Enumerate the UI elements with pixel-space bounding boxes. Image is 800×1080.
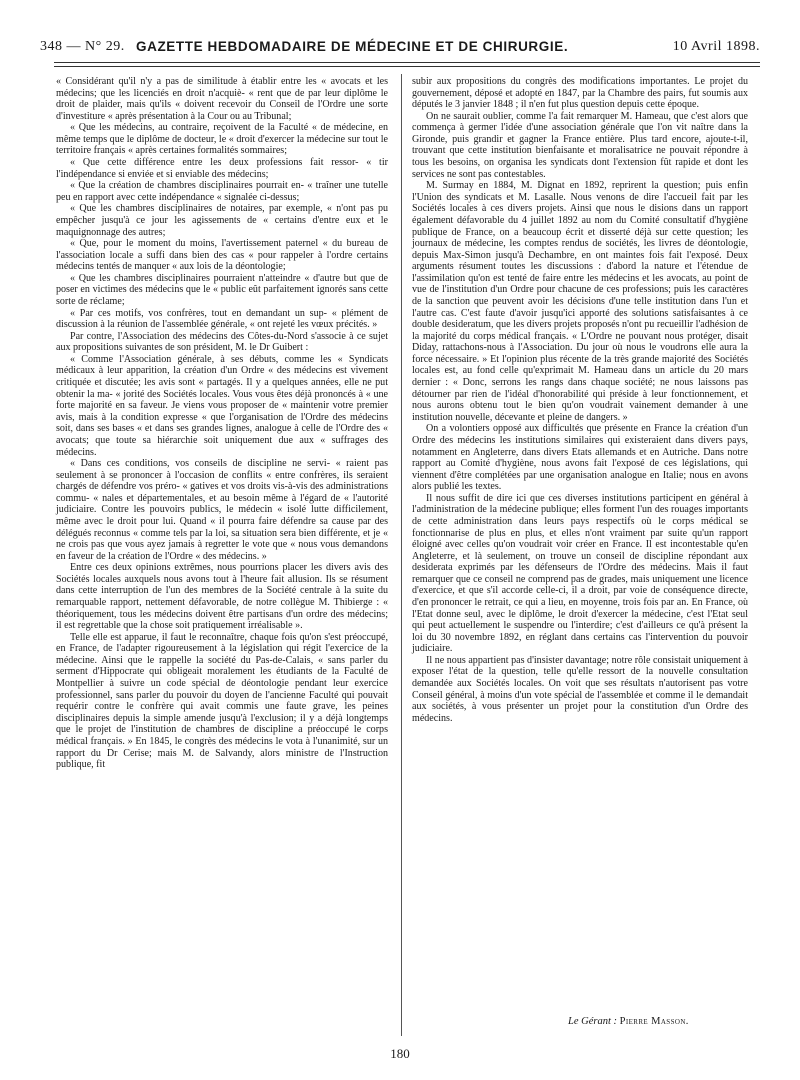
header-rule-top [54,62,760,63]
folio-number: 180 [390,1046,410,1061]
signature [568,1016,768,1027]
paragraph: « Considérant qu'il n'y a pas de similitude à établir entre les « avocats et les médecins; que les licenciés en droit n'acquiè- « rent que de par leur diplôme le droit de plaider, mais qu'ils « doivent recevoir du Conseil de l'Ordre une sorte d'investiture « après présentation à la Cour ou au Tribunal; [56,76,388,122]
left-column [56,76,388,771]
paragraph: Entre ces deux opinions extrêmes, nous pourrions placer les divers avis des Sociétés locales auxquels nous avons tout à l'heure fait allusion. Ils se résument dans cette interruption de l'un des membres de la Société centrale à la suite du remarquable rapport, nettement défavorable, de notre collègue M. Thibierge : « théoriquement, tous les médecins doivent être partisans d'un ordre des médecins; il est regrettable que la chose soit pratiquement irréalisable ». [56,562,388,632]
right-column [412,76,748,724]
paragraph: On a volontiers opposé aux difficultés que présente en France la création d'un Ordre des médecins les institutions similaires qui existeraient dans divers pays, notamment en Angleterre, dans divers Etats allemands et en Autriche. Dans notre rapport au Comité d'hygiène, nous avons fait l'exposé de ces législations, qui viennent d'être complétées par une organisation analogue en Italie; nous en avons alors publié les textes. [412,423,748,493]
paragraph: « Comme l'Association générale, à ses débuts, comme les « Syndicats médicaux à leur apparition, la création d'un Ordre « des médecins est vivement critiquée et discutée; les avis sont « partagés. Il y a quelques années, elle ne put obtenir la ma- « jorité des Sociétés locales. Vous vous êtes déjà prononcés à « une forte majorité en sa faveur. Je viens vous proposer de « maintenir votre premier avis, mais à la condition expresse « que l'organisation de l'Ordre des médecins soit, dans ses bases « et dans ses grandes lignes, analogue à celle de l'Ordre des « avocats; que toute sa hiérarchie soit uniquement due aux « suffrages des médecins. [56,353,388,458]
paragraph: Il ne nous appartient pas d'insister davantage; notre rôle consistait uniquement à exposer l'état de la question, telle qu'elle ressort de la nouvelle consultation demandée aux Sociétés locales. On voit que ses résultats n'autorisent pas votre Conseil général, à moins d'un vote spécial de l'assemblée et comme il le demandait aux sociétés, à vous présenter un projet pour la constitution d'un Ordre des médecins. [412,654,748,724]
paragraph: Par contre, l'Association des médecins des Côtes-du-Nord s'associe à ce sujet aux propositions suivantes de son président, M. le Dr Guibert : [56,330,388,354]
paragraph: « Dans ces conditions, vos conseils de discipline ne servi- « raient pas seulement à se prononcer à l'occasion de conflits « entre confrères, ils seraient chargés de défendre vos préro- « gatives et vos droits vis-à-vis des administrations commu- « nales et départementales, et au besoin même à l'égard de « l'autorité judiciaire. Contre les pouvoirs publics, le médecin « isolé lutte difficilement, même avec le droit pour lui. Quand « il pourra faire défendre sa cause par des délégués reconnus « comme tels par la loi, sa situation sera bien différente, et je « ne crois pas que vous ayez jamais à regretter le vote que « nous vous demandons en faveur de la création de l'Ordre « des médecins. » [56,458,388,562]
header-rule-bottom [54,66,760,67]
paragraph: « Que la création de chambres disciplinaires pourrait en- « traîner une tutelle peu en rapport avec cette indépendance « signalée ci-dessus; [56,180,388,203]
signature-name: Pierre Masson. [619,1016,689,1027]
paragraph: subir aux propositions du congrès des modifications importantes. Le projet du gouvernement, déposé et adopté en 1847, par la Chambre des pairs, fut soumis aux députés le 3 janvier 1848 ; il n'en fut plus question depuis cette époque. [412,76,748,111]
page-header [40,38,760,56]
page-number: 348 — N° 29. [40,39,125,54]
paragraph: « Que cette différence entre les deux professions fait ressor- « tir l'indépendance si enviée et si enviable des médecins; [56,157,388,180]
column-divider [401,74,402,1036]
paragraph: « Que les chambres disciplinaires pourraient n'atteindre « d'autre but que de poser en victimes des médecins que le « public eût parfaitement ignorés sans cette sorte de réclame; [56,272,388,307]
paragraph: Telle elle est apparue, il faut le reconnaître, chaque fois qu'on s'est préoccupé, en France, de l'adapter rigoureusement à la législation qui régit l'exercice de la médecine. Ainsi que le rappelle la société du Pas-de-Calais, « sans parler du serment d'Hippocrate qui obligeait moralement les étudiants de la Faculté de Montpellier à suivre un code spécial de déontologie pendant leur exercice professionnel, sans parler du pouvoir du doyen de l'ancienne Faculté qui pouvait requérir contre le confrère qui avait commis une faute grave, les peines disciplinaires depuis la simple amende jusqu'à l'exclusion; il y a déjà longtemps que le projet de l'institution de chambres de discipline a préoccupé le corps médical français. » En 1845, le congrès des médecins le vota à l'unanimité, sur un rapport du Dr Cerise; mais M. de Salvandy, alors ministre de l'Instruction publique, fit [56,631,388,771]
paragraph: Il nous suffit de dire ici que ces diverses institutions participent en général à l'administration de la médecine publique; elles forment l'un des rouages importants de cette administration dans leurs pays respectifs où le corps médical se fonctionnarise de plus en plus, et elles n'ont vraiment par suite qu'un rapport éloigné avec celles qu'on voudrait voir créer en France. Il est incontestable qu'en Angleterre, et là seulement, on trouve un conseil de discipline répondant aux desiderata exprimés par les défenseurs de l'Ordre des médecins. Mais il faut remarquer que ce conseil ne comprend pas de grades, mais uniquement une licence d'exercice, et que s'il accorde celle-ci, il a droit, par voie de conséquence directe, d'en prononcer le retrait, ce qui a lieu, en moyenne, trois fois par an. En France, où l'Etat donne seul, avec le diplôme, le droit d'exercer la médecine, c'est l'Etat seul qui peut actuellement le suspendre ou l'interdire; c'est d'ailleurs ce qu'à présent la loi du 30 novembre 1892, en réglant dans certains cas l'intervention du pouvoir judiciaire. [412,492,748,655]
paragraph: « Par ces motifs, vos confrères, tout en demandant un sup- « plément de discussion à la réunion de l'assemblée générale, « ont rejeté les vœux précités. » [56,307,388,331]
paragraph: « Que les chambres disciplinaires de notaires, par exemple, « n'ont pas pu empêcher jusqu'à ce jour les agissements de « certains d'entre eux et le maquignonnage des autres; [56,203,388,238]
paragraph: « Que les médecins, au contraire, reçoivent de la Faculté « de médecine, en même temps que le diplôme de docteur, le « droit d'exercer la médecine sur tout le territoire français « après certaines formalités sommaires; [56,122,388,157]
issue-date: 10 Avril 1898. [672,39,760,54]
paragraph: M. Surmay en 1884, M. Dignat en 1892, reprirent la question; puis enfin l'Union des syndicats et M. Lasalle. Nous venons de dire l'accueil fait par les Sociétés locales à ces divers projets. Ainsi que nous le disions dans un rapport également défavorable du 4 juillet 1892 au nom du Comité consultatif d'hygiène publique de France, on a beaucoup écrit et disserté déjà sur cette question; les journaux de médecine, les comptes rendus de sociétés, les livres de déontologie, depuis Max-Simon jusqu'à Dechambre, en ont maintes fois fait l'exposé. Deux arguments résument toutes les discussions : d'abord la nature et l'étendue de l'assimilation qu'on est tenté de faire entre les médecins et les avocats, au point de vue de l'institution d'un Ordre pour chacune de ces professions; puis les caractères de la sanction que peuvent avoir les décisions d'une telle institution dans l'un et l'autre cas. C'est faute d'avoir jusqu'ici apporté des solutions satisfaisantes à ce double desideratum, que les divers projets proposés n'ont pu recueillir l'adhésion de la majorité du corps médical français. « L'Ordre ne pouvant nous protéger, disait Diday, rattachons-nous à l'Association. Du jour où nous le voudrons elle aura la force nécessaire. » Et l'opinion plus récente de la très grande majorité des Sociétés locales est, au fond celle qu'exprimait M. Hameau dans un article du 20 mars dernier : « Donc, serrons les rangs dans chaque société; ne nous laissons pas détourner par rien de l'idéal d'honorabilité qui préside à leur fonctionnement, et nous aurons obtenu tout le bien qu'on voudrait vainement demander à une institution nouvelle, décevante et pleine de dangers. » [412,180,748,423]
paragraph: On ne saurait oublier, comme l'a fait remarquer M. Hameau, que c'est alors que commença à germer l'idée d'une association générale que l'on vit naître dans la Gironde, puis grandir et gagner la France entière. Plus tard encore, ajoute-t-il, trouvant que cette institution bienfaisante et moralisatrice ne pouvait répondre à tous les besoins, on organisa les syndicats dont l'extension fût rapide et dont les services ne sont pas contestables. [412,110,748,180]
paragraph: « Que, pour le moment du moins, l'avertissement paternel « du bureau de l'association locale a suffi dans bien des cas « pour rappeler à l'ordre certains médecins tentés de manquer « aux lois de la déontologie; [56,238,388,273]
journal-title: GAZETTE HEBDOMADAIRE DE MÉDECINE ET DE CHIRURGIE. [136,39,569,54]
signature-label: Le Gérant : [568,1016,617,1027]
